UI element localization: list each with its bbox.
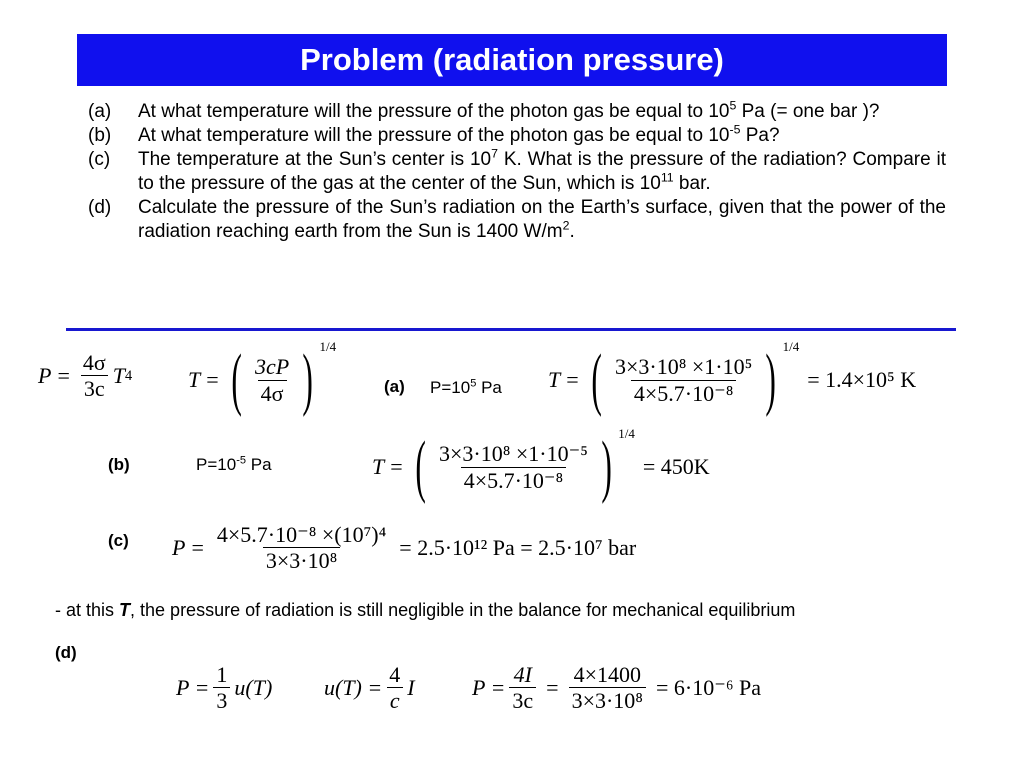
- part-a-equation: T = ( $\frac{\text{3×3·10⁸ ×1·10⁵}}{\text{4×5.7·10⁻⁸}}$ ) 1/4 = 1.4×10⁵ K: [548, 339, 917, 418]
- problem-text: At what temperature will the pressure of the photon gas be equal to $10^5$ Pa (= one bar )?: [138, 98, 880, 122]
- problem-text: Calculate the pressure of the Sun’s radiation on the Earth’s surface, given that the power of the radiation reaching earth from the Sun is 1400 $W/m^2$.: [138, 197, 946, 242]
- part-b-given: $P=10^{-5}$ Pa: [196, 454, 272, 474]
- part-b-label: (b): [108, 455, 130, 474]
- page-title: Problem (radiation pressure): [300, 42, 724, 77]
- problem-label: (b): [88, 125, 112, 146]
- fraction: $\frac{4I}{3c}$: [509, 662, 536, 714]
- formula-pressure: P = $\frac{4\sigma}{3c}$ T 4: [38, 350, 133, 402]
- fraction: $\frac{4\sigma}{3c}$: [82, 350, 106, 402]
- fraction: $\frac{3cP}{4\sigma}$: [254, 354, 290, 406]
- title-bar: [77, 34, 947, 86]
- part-d-label: (d): [55, 643, 77, 662]
- fraction: $\frac{1}{3}$: [213, 662, 230, 714]
- problem-text: The temperature at the Sun’s center is $10^7$ K. What is the pressure of the radiation? Compare it to the pressure of the gas at the center of the Sun, which is $10^{11}$ bar.: [138, 146, 946, 194]
- problem-item-c: [88, 148, 946, 196]
- problem-label: (c): [88, 149, 111, 170]
- part-a-given: $P=10^5$ Pa: [430, 377, 502, 397]
- problem-text: At what temperature will the pressure of the photon gas be equal to $10^{-5}$ Pa?: [138, 122, 780, 146]
- problem-item-b: [88, 124, 946, 148]
- fraction: $\frac{4\times 1400}{\text{3×3·10⁸}}$: [569, 662, 646, 714]
- problem-list: [88, 100, 946, 244]
- part-c-equation: P = $\frac{\text{4×5.7·10⁻⁸ ×(10⁷)⁴}}{\text{3×3·10⁸}}$ = 2.5·10¹² Pa = 2.5·10⁷ bar: [172, 522, 637, 574]
- part-c-label: (c): [108, 531, 129, 550]
- part-b-equation: T = ( $\frac{\text{3×3·10⁸ ×1·10⁻⁵}}{\text{4×5.7·10⁻⁸}}$ ) 1/4 = 450K: [372, 426, 710, 505]
- fraction: $\frac{4}{c}$: [386, 662, 403, 714]
- section-divider: [66, 328, 956, 331]
- problem-item-a: [88, 100, 946, 124]
- fraction: $\frac{\text{4×5.7·10⁻⁸ ×(10⁷)⁴}}{\text{3×3·10⁸}}$: [216, 522, 387, 574]
- problem-label: (a): [88, 101, 112, 122]
- problem-item-d: [88, 196, 946, 244]
- part-d-equation-1: P = $\frac{1}{3}$ u(T): [176, 662, 273, 714]
- fraction: $\frac{\text{3×3·10⁸ ×1·10⁻⁵}}{\text{4×5.7·10⁻⁸}}$: [438, 441, 588, 493]
- part-a-label: (a): [384, 377, 405, 396]
- equilibrium-note: - at this T, the pressure of radiation is still negligible in the balance for mechanical equilibrium: [55, 600, 796, 620]
- part-d-equation-3: P = $\frac{4I}{3c}$ = $\frac{4\times 1400}{\text{3×3·10⁸}}$ = 6·10⁻⁶ Pa: [472, 662, 761, 714]
- fraction: $\frac{\text{3×3·10⁸ ×1·10⁵}}{\text{4×5.7·10⁻⁸}}$: [614, 354, 753, 406]
- part-d-equation-2: u(T) = $\frac{4}{c}$ I: [324, 662, 415, 714]
- problem-label: (d): [88, 197, 112, 218]
- formula-temperature: T = ( $\frac{3cP}{4\sigma}$ ) 1/4: [188, 339, 337, 418]
